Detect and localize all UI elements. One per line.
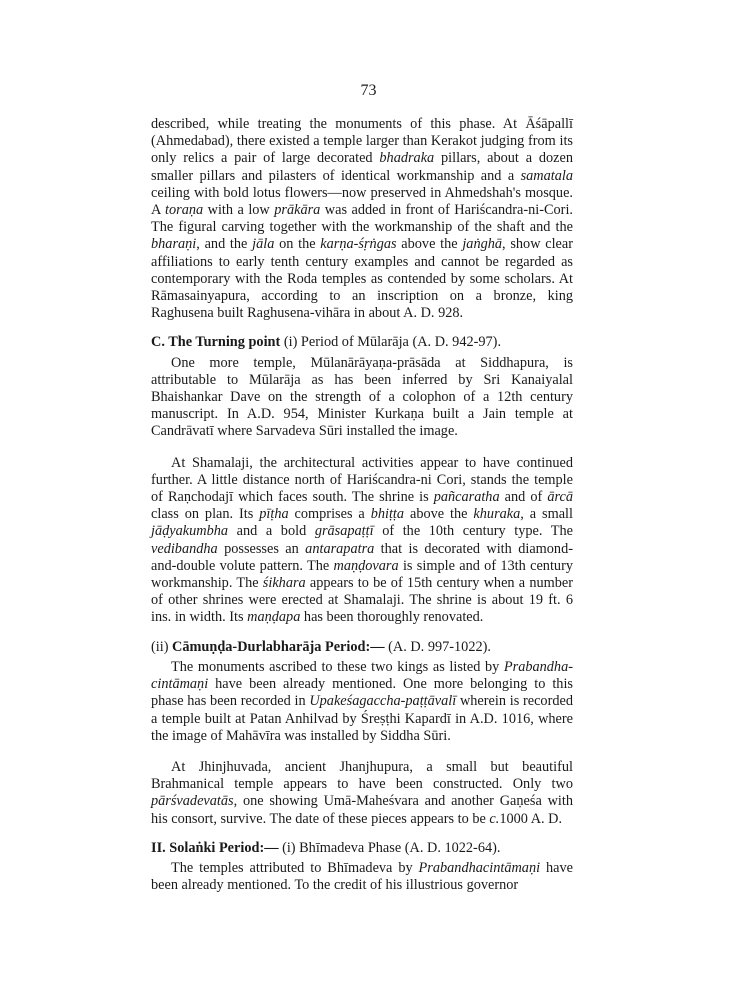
section-heading-turning-point [151,334,573,351]
italic-term: Prabandhacintāmaṇi [418,859,541,876]
italic-term: Prabandha-cintāmaṇi [151,658,573,693]
text-run: and of [499,489,548,506]
italic-term: śikhara [262,575,306,592]
paragraph-jhinjhuvada [151,759,573,828]
italic-term: jāḍyakumbha [151,523,229,540]
italic-term: grāsapaṭṭī [314,523,374,540]
text-run: above the [396,236,463,253]
text-run: is simple and of 13th century workmanship. The [151,557,573,592]
italic-term: samatala [520,167,573,184]
paragraph-shamalaji [151,455,573,627]
text-run: , a small [520,506,574,523]
text-run: , show clear affiliations to early tenth century examples and cannot be regarded as contemporary with the Roda temples as contended by some scholars. At Rāmasainyapura, according to an inscription on a bronze, king Raghusena built Raghusena-vihāra in about A. D. 928. [151,236,574,322]
italic-term: maṇḍapa [247,609,301,626]
italic-term: bhiṭṭa [370,506,405,523]
italic-term: pīṭha [259,506,289,523]
text-run: above the [404,506,474,523]
italic-term: khuraka [473,506,521,523]
paragraph-bhimadeva [151,860,573,894]
text-run: The temples attributed to Bhīmadeva by [171,859,419,876]
italic-term: antarapatra [305,540,375,557]
text-run: At Shamalaji, the architectural activities appear to have continued further. A little distance north of Hariścandra-ni Cori, stands the temple of Raṇchodajī which faces south. The shrine is [151,454,573,506]
italic-term: jaṅghā [462,236,503,253]
text-run: has been thoroughly renovated. [300,609,484,626]
text-run: ceiling with bold lotus flowers—now preserved in Ahmedshah's mosque. A [151,184,573,219]
text-run: that is decorated with diamond-and-double volute pattern. The [151,540,573,574]
heading-text: (i) Period of Mūlarāja (A. D. 942-97). [280,334,502,351]
italic-term: bharaṇi [151,236,197,253]
page-body [151,116,573,894]
text-run: , one showing Umā-Maheśvara and another Gaṇeśa with his consort, survive. The date of these pieces appears to be [151,793,573,827]
heading-text: (A. D. 997-1022). [384,638,491,655]
italic-term: toraṇa [165,202,204,219]
text-run: have been already mentioned. One more belonging to this phase has been recorded in [151,676,573,710]
text-run: pillars, about a dozen smaller pillars and pilasters of identical workmanship and a [151,150,573,184]
heading-bold: Cāmuṇḍa-Durlabharāja Period:— [172,638,385,655]
paragraph-asapalli [151,116,573,322]
text-run: was added in front of Hariścandra-ni-Cori. The figural carving together with the workmanship of the shaft and the [151,202,573,236]
section-heading-camunda [151,639,573,656]
text-run: wherein is recorded a temple built at Patan Anhilvad by Śreṣṭhi Kapardī in A.D. 1016, where the image of Mahāvīra was installed by Siddha Sūri. [151,693,573,744]
text-run: At Jhinjhuvada, ancient Jhanjhupura, a small but beautiful Brahmanical temple appears to have been constructed. Only two [151,758,573,793]
text-run: have been already mentioned. To the credit of his illustrious governor [151,859,573,894]
italic-term: prākāra [274,202,321,219]
text-run: appears to be of 15th century when a number of other shrines were erected at Shamalaji. The shrine is about 19 ft. 6 ins. in width. Its [151,575,574,626]
heading-text: (ii) [151,638,173,655]
text-run: on the [274,236,321,253]
italic-term: c. [489,810,500,827]
italic-term: maṇḍovara [333,557,399,574]
heading-text: (i) Bhīmadeva Phase (A. D. 1022-64). [278,839,501,856]
text-run: comprises a [288,506,371,523]
page-number: 73 [360,82,377,99]
paragraph-prabandha [151,659,573,745]
italic-term: pārśvadevatās [151,793,234,810]
text-run: described, while treating the monuments of this phase. At Āśāpallī (Ahmedabad), there existed a temple larger than Kerakot judging from its only relics a pair of large decorated [151,116,573,167]
text-run: , and the [196,236,253,253]
italic-term: bhadraka [379,150,435,167]
text-run: The monuments ascribed to these two kings as listed by [171,658,504,675]
text-run: possesses an [217,540,306,557]
italic-term: jāla [252,236,275,253]
italic-term: vedibandha [151,540,218,557]
italic-term: Upakeśagaccha-paṭṭāvalī [309,693,457,710]
section-heading-solanki [151,840,573,857]
paragraph-mularaja: One more temple, Mūlanārāyaṇa-prāsāda at Siddhapura, is attributable to Mūlarāja as has been inferred by Sri Kanaiyalal Bhaishankar Dave on the strength of a colophon of a 12th century manuscript. In A.D. 954, Minister Kurkaṇa built a Jain temple at Candrāvatī where Sarvadeva Sūri installed the image. [151,354,573,440]
text-run: 1000 A. D. [499,810,563,827]
heading-bold: II. Solaṅki Period:— [151,839,279,856]
italic-term: ārcā [547,489,573,506]
text-run: of the 10th century type. The [373,523,573,540]
text-run: and a bold [228,523,315,540]
heading-bold: C. The Turning point [151,334,281,351]
italic-term: karṇa-śṛṅgas [320,236,397,253]
italic-term: pañcaratha [433,489,500,506]
text-run: class on plan. Its [151,506,260,523]
text-run: with a low [203,202,275,219]
